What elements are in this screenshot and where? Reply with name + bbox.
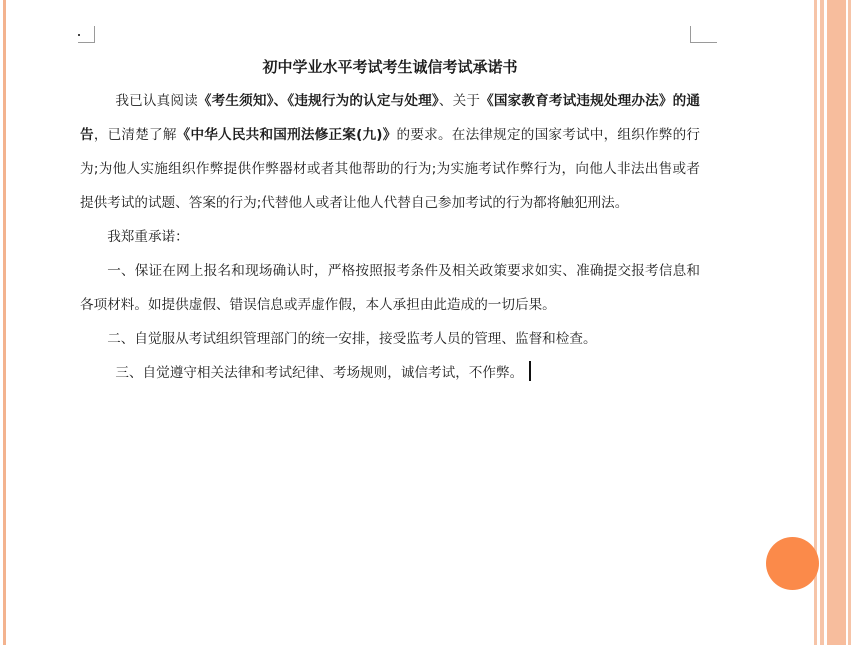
left-border [3,0,6,645]
right-decoration [814,0,860,645]
orange-circle-decoration [766,537,819,590]
intro-bold: 《中华人民共和国刑法修正案(九)》 [176,127,397,143]
pledge-item-1: 一、保证在网上报名和现场确认时，严格按照报考条件及相关政策要求如实、准确提交报考信息和各项材料。如提供虚假、错误信息或弄虚作假，本人承担由此造成的一切后果。 [80,263,700,313]
pledge-item-3 [80,356,700,390]
page-corner-mark-left [78,26,95,43]
stripe [820,0,824,645]
document-title: 初中学业水平考试考生诚信考试承诺书 [262,58,518,76]
stripe [827,0,846,645]
intro-bold: 《国家教育考试违规处理办法》的通告 [80,93,701,143]
intro-text: ，已清楚了解 [93,127,177,143]
intro-text: 我已认真阅读 [115,93,198,109]
intro-bold: 《考生须知》、《违规行为的认定与处理》 [197,93,439,109]
pledge-item-3-text: 三、自觉遵守相关法律和考试纪律、考场规则，诚信考试，不作弊。 [115,365,524,381]
page-corner-mark-right [690,26,717,43]
page-dot [78,34,80,36]
intro-paragraph [80,84,700,220]
intro-text: 、关于 [438,93,481,109]
pledge-item-2: 二、自觉服从考试组织管理部门的统一安排，接受监考人员的管理、监督和检查。 [107,331,597,347]
document-body[interactable] [80,56,700,390]
pledge-intro: 我郑重承诺： [107,229,189,245]
stripe [848,0,851,645]
text-cursor [529,361,531,381]
intro-text: 的要求。在法律规定的国家考试中，组织作弊的行为;为他人实施组织作弊提供作弊器材或者其他帮助的行为;为实施考试作弊行为，向他人非法出售或者提供考试的试题、答案的行为;代替他人或者让他人代替自己参加考试的行为都将触犯刑法。 [80,127,701,211]
